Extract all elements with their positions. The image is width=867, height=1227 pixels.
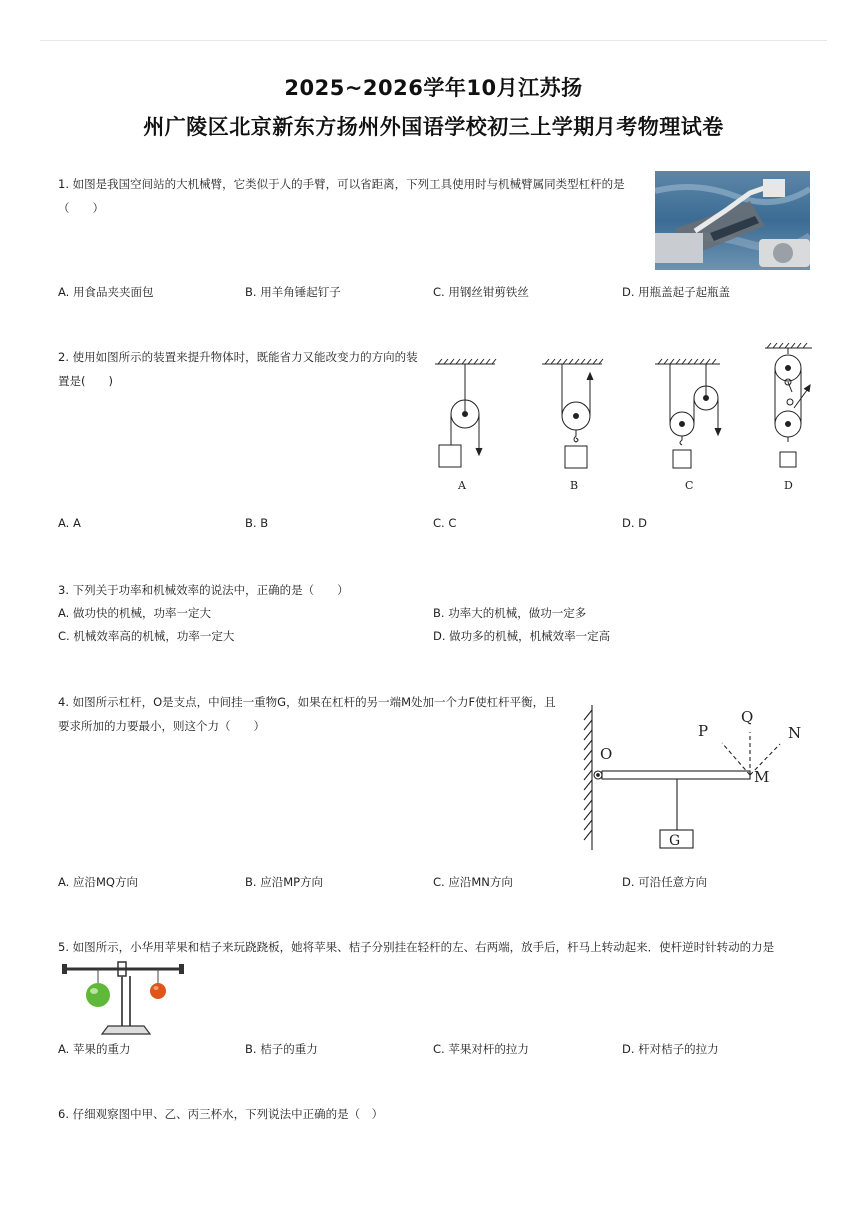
pulley-b-label: B (570, 479, 579, 492)
lever-label-q: Q (741, 708, 754, 726)
pulley-d (765, 343, 812, 492)
pulley-a (435, 359, 496, 492)
question-4-option-b: B. 应沿MP方向 (245, 875, 324, 889)
question-3-option-c: C. 机械效率高的机械，功率一定大 (58, 629, 235, 643)
question-2-stem: 2. 使用如图所示的装置来提升物体时，既能省力又能改变力的方向的装置是( ) (58, 350, 418, 388)
pulley-a-label: A (458, 479, 466, 492)
question-3-option-d: D. 做功多的机械，机械效率一定高 (433, 629, 611, 643)
lever-diagram (572, 700, 812, 860)
question-4-option-c: C. 应沿MN方向 (433, 875, 513, 889)
question-2-option-d: D. D (622, 516, 648, 530)
question-1-option-d: D. 用瓶盖起子起瓶盖 (622, 285, 731, 299)
question-4-option-d: D. 可沿任意方向 (622, 875, 708, 889)
page-title-line1: 2025~2026学年10月江苏扬 (284, 76, 583, 100)
space-station-arm-image (655, 171, 810, 270)
question-5-option-b: B. 桔子的重力 (245, 1042, 318, 1056)
pulley-c-label: C (685, 479, 694, 492)
page-title-line2: 州广陵区北京新东方扬州外国语学校初三上学期月考物理试卷 (143, 115, 724, 139)
lever-label-n: N (788, 724, 802, 742)
question-3-option-a: A. 做功快的机械，功率一定大 (58, 606, 211, 620)
question-1-option-c: C. 用钢丝钳剪铁丝 (433, 285, 529, 299)
pulley-b (542, 359, 603, 492)
question-1-option-b: B. 用羊角锤起钉子 (245, 285, 341, 299)
fruit-seesaw-image (58, 958, 188, 1038)
pulley-d-label: D (784, 479, 793, 492)
question-1-stem: 1. 如图是我国空间站的大机械臂，它类似于人的手臂，可以省距离，下列工具使用时与机械臂属同类型杠杆的是（ ） (58, 177, 625, 215)
question-2-option-a: A. A (58, 516, 81, 530)
question-1-option-a: A. 用食品夹夹面包 (58, 285, 154, 299)
lever-label-p: P (698, 722, 709, 740)
question-2-option-b: B. B (245, 516, 269, 530)
question-2-option-c: C. C (433, 516, 457, 530)
pulley-diagram (430, 342, 815, 497)
question-5-stem: 5. 如图所示，小华用苹果和桔子来玩跷跷板，她将苹果、桔子分别挂在轻杆的左、右两端，放手后，杆马上转动起来．使杆逆时针转动的力是 (58, 940, 775, 954)
question-5-option-d: D. 杆对桔子的拉力 (622, 1042, 719, 1056)
question-3-stem: 3. 下列关于功率和机械效率的说法中，正确的是（ ） (58, 583, 349, 597)
question-3-option-b: B. 功率大的机械，做功一定多 (433, 606, 587, 620)
lever-label-m: M (754, 768, 770, 786)
header-divider (40, 40, 827, 41)
question-4-option-a: A. 应沿MQ方向 (58, 875, 138, 889)
question-6-stem: 6. 仔细观察图中甲、乙、丙三杯水，下列说法中正确的是（ ） (58, 1107, 384, 1121)
question-5-option-a: A. 苹果的重力 (58, 1042, 131, 1056)
pulley-c (655, 359, 721, 492)
lever-label-g: G (669, 833, 681, 849)
question-5-option-c: C. 苹果对杆的拉力 (433, 1042, 529, 1056)
lever-label-o: O (600, 745, 613, 763)
question-4-stem: 4. 如图所示杠杆，O是支点，中间挂一重物G，如果在杠杆的另一端M处加一个力F使杠杆平衡，且要求所加的力要最小，则这个力（ ） (58, 695, 556, 733)
